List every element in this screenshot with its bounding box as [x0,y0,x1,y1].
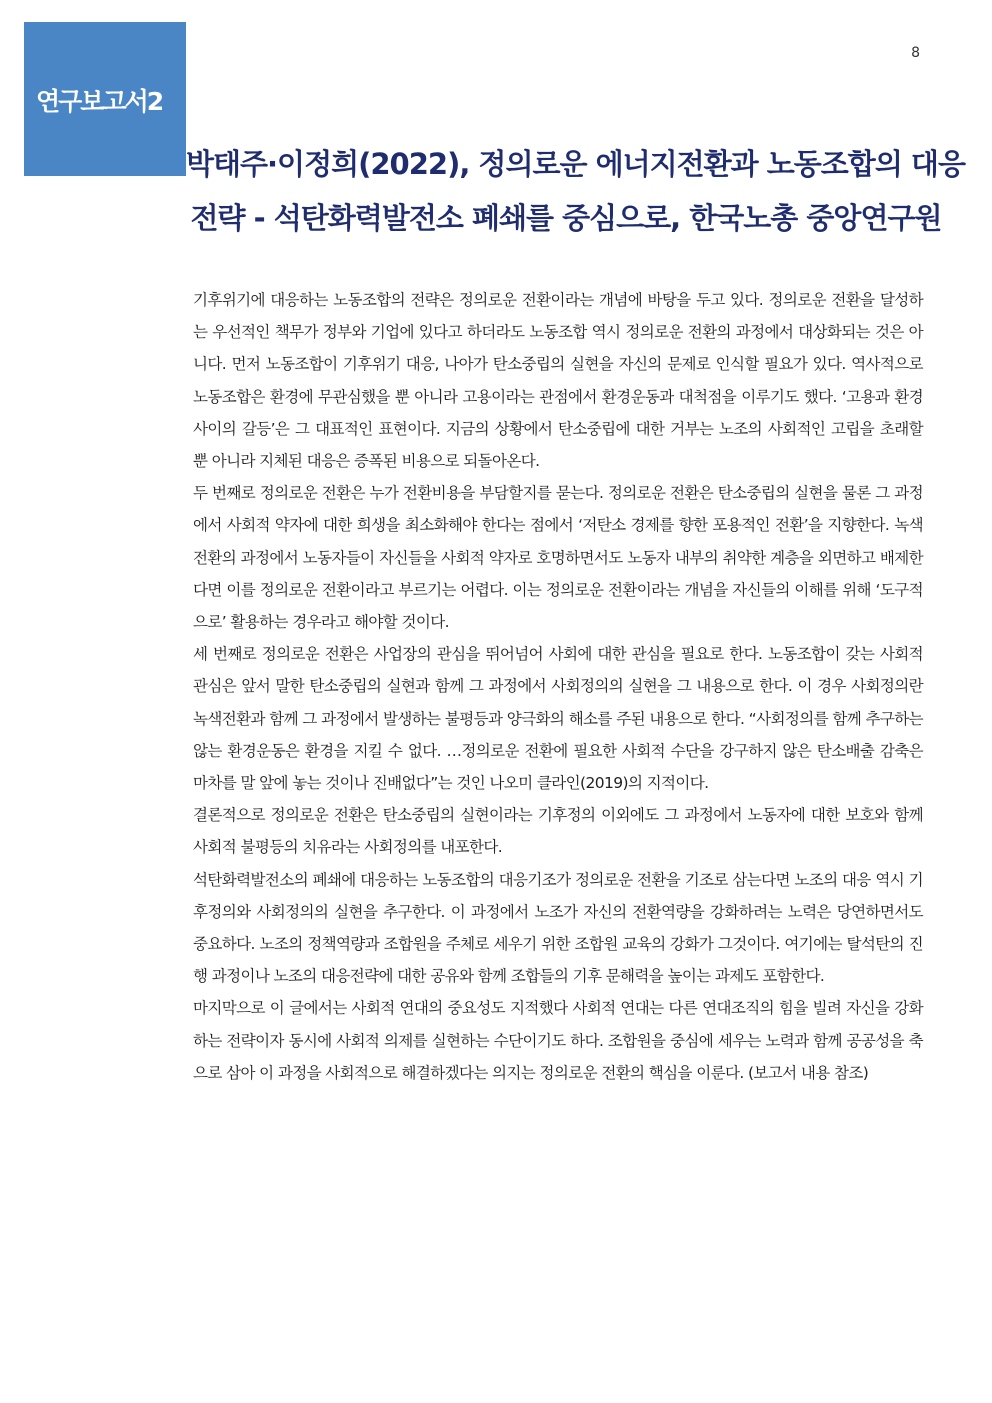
report-title-line-2: 전략 - 석탄화력발전소 폐쇄를 중심으로, 한국노총 중앙연구원 [190,201,942,235]
paragraph-5: 석탄화력발전소의 폐쇄에 대응하는 노동조합의 대응기조가 정의로운 전환을 기조로 삼는다면 노조의 대응 역시 기후정의와 사회정의의 실현을 추구한다. 이 과정에서 노조가 자신의 전환역량을 강화하려는 노력은 당연하면서도 중요하다. 노조의 정책역량과 조합원을 주체로 세우기 위한 조합원 교육의 강화가 그것이다. 여기에는 탈석탄의 진행 과정이나 노조의 대응전략에 대한 공유와 함께 조합들의 기후 문해력을 높이는 과제도 포함한다. [193,870,923,986]
report-summary-body [193,284,923,1089]
report-title-line-1: 박태주·이정희(2022), 정의로운 에너지전환과 노동조합의 대응 [186,147,965,181]
paragraph-1: 기후위기에 대응하는 노동조합의 전략은 정의로운 전환이라는 개념에 바탕을 두고 있다. 정의로운 전환을 달성하는 우선적인 책무가 정부와 기업에 있다고 하더라도 노동조합 역시 정의로운 전환의 과정에서 대상화되는 것은 아니다. 먼저 노동조합이 기후위기 대응, 나아가 탄소중립의 실현을 자신의 문제로 인식할 필요가 있다. 역사적으로 노동조합은 환경에 무관심했을 뿐 아니라 고용이라는 관점에서 환경운동과 대척점을 이루기도 했다. ‘고용과 환경 사이의 갈등’은 그 대표적인 표현이다. 지금의 상황에서 탄소중립에 대한 거부는 노조의 사회적인 고립을 초래할 뿐 아니라 지체된 대응은 증폭된 비용으로 되돌아온다. [193,291,923,471]
paragraph-4: 결론적으로 정의로운 전환은 탄소중립의 실현이라는 기후정의 이외에도 그 과정에서 노동자에 대한 보호와 함께 사회적 불평등의 치유라는 사회정의를 내포한다. [193,806,923,857]
paragraph-3: 세 번째로 정의로운 전환은 사업장의 관심을 뛰어넘어 사회에 대한 관심을 필요로 한다. 노동조합이 갖는 사회적 관심은 앞서 말한 탄소중립의 실현과 함께 그 과정에서 사회정의의 실현을 그 내용으로 한다. 이 경우 사회정의란 녹색전환과 함께 그 과정에서 발생하는 불평등과 양극화의 해소를 주된 내용으로 한다. “사회정의를 함께 추구하는 않는 환경운동은 환경을 지킬 수 없다. …정의로운 전환에 필요한 사회적 수단을 강구하지 않은 탄소배출 감축은 마차를 말 앞에 놓는 것이나 진배없다”는 것인 나오미 클라인(2019)의 지적이다. [193,645,923,793]
paragraph-2: 두 번째로 정의로운 전환은 누가 전환비용을 부담할지를 묻는다. 정의로운 전환은 탄소중립의 실현을 물론 그 과정에서 사회적 약자에 대한 희생을 최소화해야 한다는 점에서 ‘저탄소 경제를 향한 포용적인 전환’을 지향한다. 녹색전환의 과정에서 노동자들이 자신들을 사회적 약자로 호명하면서도 노동자 내부의 취약한 계층을 외면하고 배제한다면 이를 정의로운 전환이라고 부르기는 어렵다. 이는 정의로운 전환이라는 개념을 자신들의 이해를 위해 ‘도구적으로’ 활용하는 경우라고 해야할 것이다. [193,484,923,632]
section-label: 연구보고서2 [36,87,163,116]
section-label-box [24,22,186,176]
report-title [186,137,965,245]
paragraph-6: 마지막으로 이 글에서는 사회적 연대의 중요성도 지적했다 사회적 연대는 다른 연대조직의 힘을 빌려 자신을 강화하는 전략이자 동시에 사회적 의제를 실현하는 수단이기도 하다. 조합원을 중심에 세우는 노력과 함께 공공성을 축으로 삼아 이 과정을 사회적으로 해결하겠다는 의지는 정의로운 전환의 핵심을 이룬다. (보고서 내용 참조) [193,999,923,1082]
page-number: 8 [911,45,920,61]
